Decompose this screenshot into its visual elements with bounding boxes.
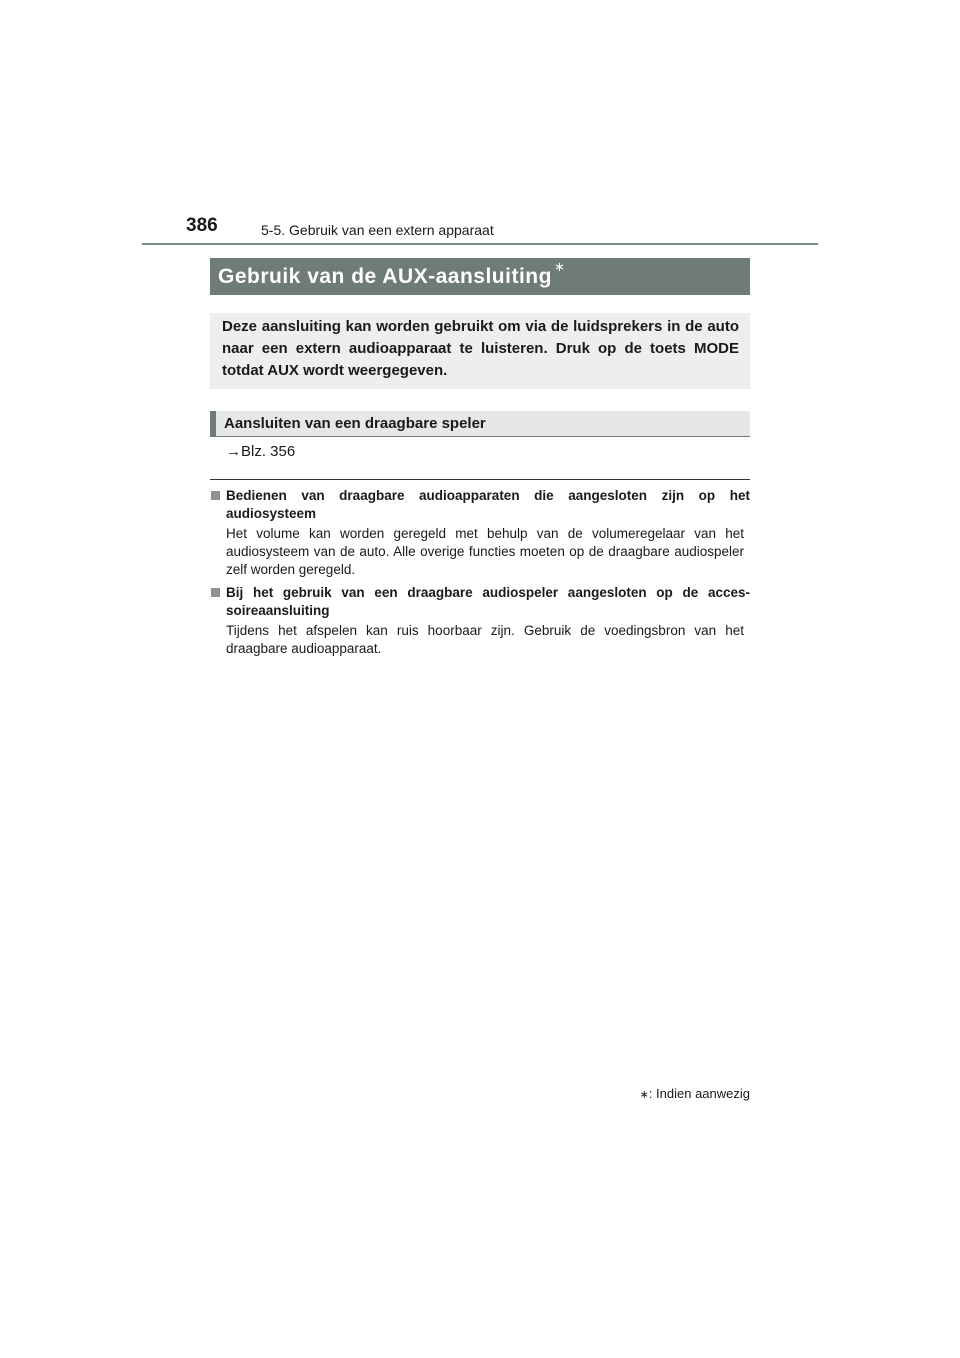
intro-box [210,313,750,389]
intro-text: Deze aansluiting kan worden gebruikt om via de luidsprekers in de auto naar een extern audioapparaat te luisteren. Druk op de toets MODE totdat AUX wordt weergegeven. [222,318,739,379]
square-bullet-icon [211,491,220,500]
section-title [210,258,750,295]
note-body: Het volume kan worden geregeld met behulp van de volumeregelaar van het audiosysteem van de auto. Alle overige functies moeten op de draagbare audiospeler zelf worden geregeld. [226,526,744,577]
optional-equipment-mark: ∗ [553,259,566,274]
footnote [640,1086,750,1101]
note-body: Tijdens het afspelen kan ruis hoorbaar zijn. Gebruik de voedingsbron van het draagbare audioapparaat. [226,623,744,656]
note-heading [210,584,750,620]
header-divider [142,243,818,245]
page-number: 386 [186,215,218,236]
note-item [210,487,750,579]
content-divider [210,479,750,480]
note-heading-text: Bedienen van draagbare audioapparaten die aangesloten zijn op het audiosysteem [226,488,750,521]
running-head: 5-5. Gebruik van een extern apparaat [261,222,494,238]
page-reference: →Blz. 356 [226,443,296,460]
footnote-mark: ∗ [639,1089,649,1101]
square-bullet-icon [211,588,220,597]
subsection-title [210,411,750,437]
note-heading-text: Bij het gebruik van een draagbare audiospeler aangesloten op de acces-soireaansluiting [226,585,750,618]
subsection-title-text: Aansluiten van een draagbare speler [224,415,486,432]
section-title-text: Gebruik van de AUX-aansluiting [218,265,552,288]
note-item [210,584,750,658]
footnote-text: : Indien aanwezig [648,1086,750,1101]
note-heading [210,487,750,523]
